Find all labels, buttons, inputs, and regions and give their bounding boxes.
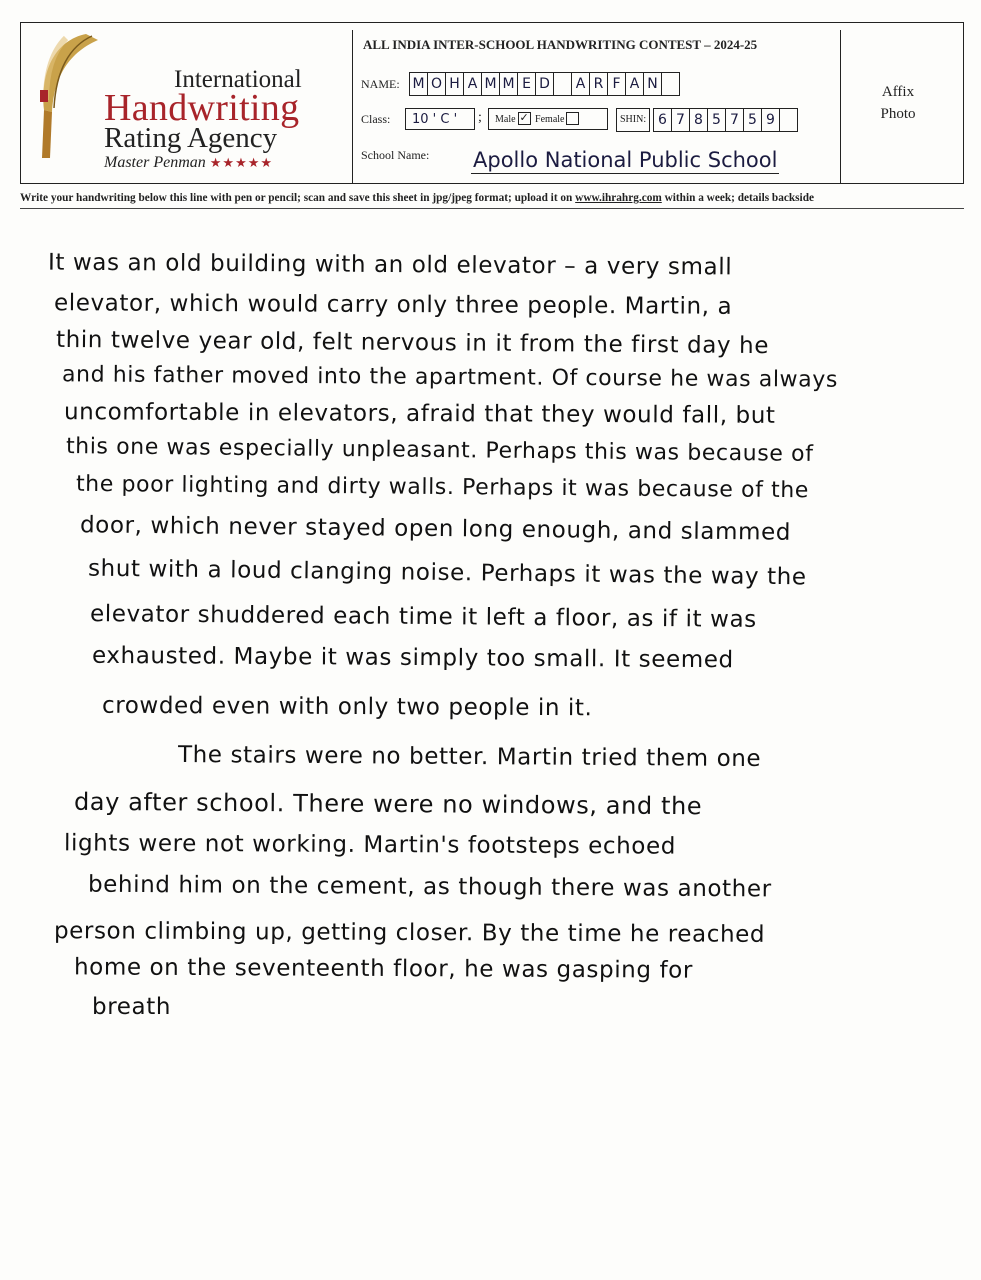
photo-label-text: Photo — [880, 106, 916, 122]
female-label: Female — [535, 114, 565, 125]
handwriting-line: The stairs were no better. Martin tried them one — [177, 741, 762, 773]
handwriting-line: It was an old building with an old elevator – a very small — [47, 249, 733, 281]
name-letter-box: M — [499, 72, 518, 96]
master-penman-text: Master Penman — [104, 154, 206, 171]
writing-start-rule — [20, 208, 964, 209]
name-label: NAME: — [361, 77, 400, 91]
handwriting-line: elevator shuddered each time it left a floor, as if it was — [89, 601, 757, 633]
handwriting-line: exhausted. Maybe it was simply too small. It seemed — [91, 642, 734, 674]
photo-affix-text: Affix — [881, 84, 915, 100]
name-letter-box: H — [445, 72, 464, 96]
handwriting-line: person climbing up, getting closer. By the time he reached — [53, 918, 766, 948]
shin-label: SHIN: — [616, 108, 650, 132]
handwriting-line: thin twelve year old, felt nervous in it from the first day he — [55, 326, 770, 360]
name-letter-box: R — [589, 72, 608, 96]
name-letter-box: A — [463, 72, 482, 96]
handwriting-line: crowded even with only two people in it. — [101, 692, 593, 722]
instruction-text — [20, 192, 964, 204]
handwriting-line: breath — [92, 994, 171, 1020]
quill-icon — [26, 30, 106, 160]
name-letter-box: M — [409, 72, 428, 96]
gender-field — [488, 108, 608, 130]
shin-digit-box: 7 — [725, 108, 744, 132]
logo-line-handwriting: Handwriting — [104, 87, 300, 129]
name-letter-box: A — [625, 72, 644, 96]
class-separator: ; — [478, 110, 482, 125]
handwriting-line: door, which never stayed open long enough, and slammed — [79, 512, 792, 546]
name-letter-box: E — [517, 72, 536, 96]
name-letter-box — [661, 72, 680, 96]
male-checkbox[interactable]: ✓ — [519, 112, 529, 125]
school-name-label: School Name: — [361, 148, 430, 162]
shin-digit-box: 9 — [761, 108, 780, 132]
handwriting-line: the poor lighting and dirty walls. Perhaps it was because of the — [75, 471, 810, 504]
upload-link[interactable]: www.ihrahrg.com — [575, 192, 662, 204]
name-letter-box: O — [427, 72, 446, 96]
handwriting-line: and his father moved into the apartment. Of course he was always — [61, 362, 839, 393]
name-boxes[interactable] — [410, 72, 680, 96]
female-checkbox[interactable] — [566, 112, 579, 125]
logo-line-master-penman — [104, 154, 273, 172]
handwriting-line: home on the seventeenth floor, he was gasping for — [73, 954, 694, 984]
logo-line-rating-agency: Rating Agency — [104, 122, 278, 154]
name-letter-box: M — [481, 72, 500, 96]
shin-digit-box: 8 — [689, 108, 708, 132]
handwriting-line: this one was especially unpleasant. Perhaps this was because of — [65, 434, 814, 467]
handwriting-line: behind him on the cement, as though there was another — [87, 871, 772, 903]
shin-digit-box: 5 — [743, 108, 762, 132]
contestant-details — [352, 30, 841, 184]
class-field[interactable]: 10 ' C ' — [405, 108, 475, 130]
rating-stars: ★★★★★ — [209, 155, 274, 170]
handwriting-line: day after school. There were no windows, and the — [73, 787, 703, 821]
contest-title: ALL INDIA INTER-SCHOOL HANDWRITING CONTEST – 2024-25 — [363, 37, 758, 52]
shin-digit-box: 7 — [671, 108, 690, 132]
name-letter-box — [553, 72, 572, 96]
handwriting-line: lights were not working. Martin's footsteps echoed — [63, 830, 677, 860]
handwriting-line: uncomfortable in elevators, afraid that they would fall, but — [63, 399, 776, 429]
name-letter-box: D — [535, 72, 554, 96]
shin-boxes[interactable] — [654, 108, 798, 132]
handwriting-line: shut with a loud clanging noise. Perhaps it was the way the — [87, 555, 807, 591]
shin-digit-box: 6 — [653, 108, 672, 132]
instruction-after: within a week; details backside — [661, 192, 814, 204]
photo-box[interactable] — [839, 30, 964, 184]
shin-digit-box — [779, 108, 798, 132]
class-label: Class: — [361, 112, 391, 126]
name-letter-box: F — [607, 72, 626, 96]
instruction-before: Write your handwriting below this line with pen or pencil; scan and save this sheet in jpg/jpeg format; upload it on — [20, 192, 576, 204]
school-name-field[interactable]: Apollo National Public School — [473, 148, 778, 172]
shin-digit-box: 5 — [707, 108, 726, 132]
agency-logo — [22, 30, 352, 180]
name-letter-box: A — [571, 72, 590, 96]
name-letter-box: N — [643, 72, 662, 96]
handwriting-line: elevator, which would carry only three people. Martin, a — [53, 290, 733, 320]
logo-line-international: International — [174, 66, 302, 93]
male-label: Male — [495, 114, 516, 125]
